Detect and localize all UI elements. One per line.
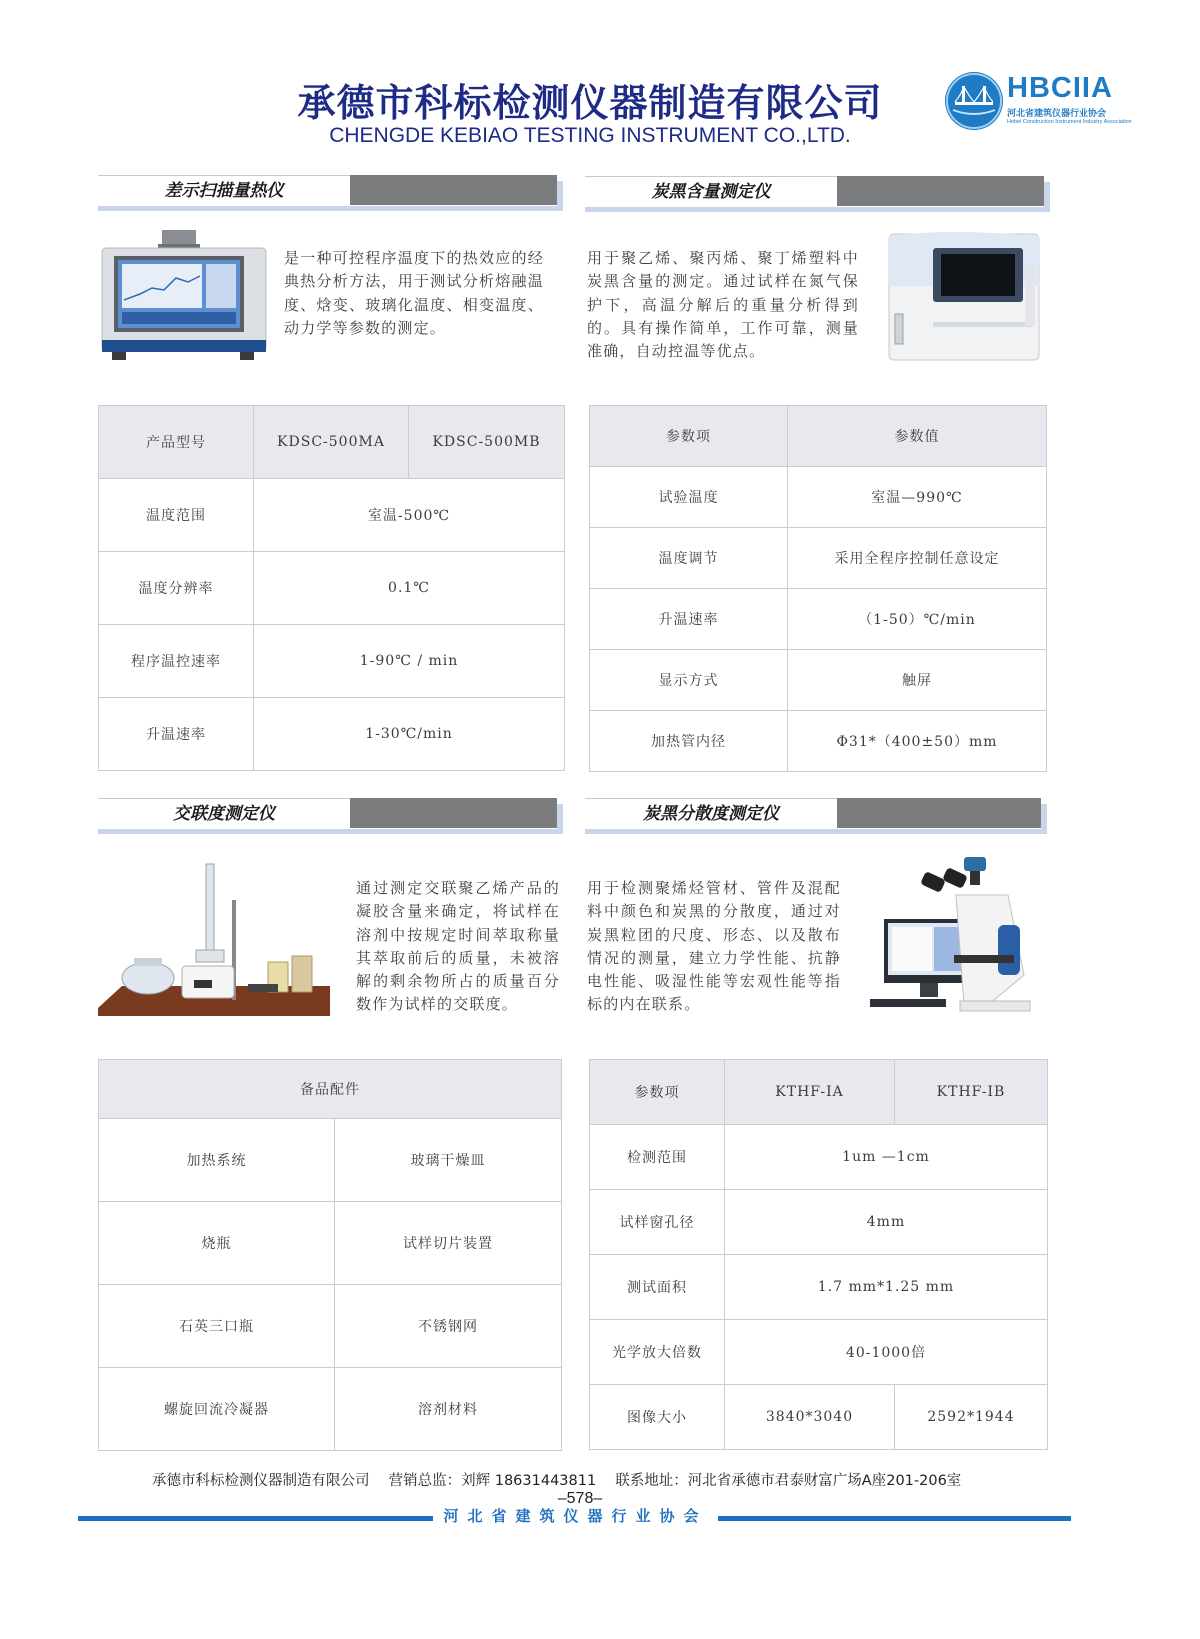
part-item: 烧瓶 xyxy=(99,1202,335,1285)
company-name-cn: 承德市科标检测仪器制造有限公司 xyxy=(297,81,883,125)
crosslink-description: 通过测定交联聚乙烯产品的凝胶含量来确定，将试样在溶剂中按规定时间萃取称量其萃取前后的质量，未被溶解的剩余物所占的质量百分数作为试样的交联度。 xyxy=(356,879,560,1014)
crosslink-apparatus-image xyxy=(98,858,330,1016)
dsc-param-value: 0.1℃ xyxy=(254,552,565,625)
carbon-black-furnace-image xyxy=(885,226,1045,366)
dsc-param-label: 升温速率 xyxy=(99,698,254,771)
dsc-header-ma: KDSC-500MA xyxy=(254,406,409,479)
cbd-param-label: 光学放大倍数 xyxy=(590,1320,725,1385)
dsc-instrument-image xyxy=(100,228,270,363)
cbd-param-label: 图像大小 xyxy=(590,1385,725,1450)
cbd-param-value: 1um —1cm xyxy=(725,1125,1048,1190)
cbd-param-value: 40-1000倍 xyxy=(725,1320,1048,1385)
footer-divider-left xyxy=(78,1516,433,1521)
dsc-param-value: 室温-500℃ xyxy=(254,479,565,552)
footer-divider-right xyxy=(718,1516,1071,1521)
carbon-black-dispersion-description: 用于检测聚烯烃管材、管件及混配料中颜色和炭黑的分散度，通过对炭黑粒团的尺度、形态、以及散布情况的测量，建立力学性能、抗静电性能、吸湿性能等宏观性能等指标的内在联系。 xyxy=(587,879,841,1014)
cbd-param-label: 检测范围 xyxy=(590,1125,725,1190)
section-header-carbon-black-dispersion xyxy=(585,798,1047,838)
section-title-carbon-black-content: 炭黑含量测定仪 xyxy=(651,182,771,202)
bridge-emblem-icon xyxy=(945,72,1003,130)
cbc-param-label: 试验温度 xyxy=(590,467,788,528)
cbd-header-ib: KTHF-IB xyxy=(895,1060,1048,1125)
part-item: 螺旋回流冷凝器 xyxy=(99,1368,335,1451)
cbd-header-param: 参数项 xyxy=(590,1060,725,1125)
section-header-carbon-black-content xyxy=(585,176,1050,216)
section-title-dsc: 差示扫描量热仪 xyxy=(164,181,284,201)
section-header-dsc xyxy=(98,175,563,215)
cbc-param-value: 采用全程序控制任意设定 xyxy=(788,528,1047,589)
company-name-en: CHENGDE KEBIAO TESTING INSTRUMENT CO.,LTD. xyxy=(329,124,851,147)
cbc-header-param: 参数项 xyxy=(590,406,788,467)
carbon-black-content-spec-table xyxy=(589,405,1047,772)
cbc-param-value: 室温—990℃ xyxy=(788,467,1047,528)
dsc-param-value: 1-30℃/min xyxy=(254,698,565,771)
dsc-header-mb: KDSC-500MB xyxy=(409,406,565,479)
dsc-param-value: 1-90℃ / min xyxy=(254,625,565,698)
logo-subtitle: 河北省建筑仪器行业协会 xyxy=(1007,109,1107,119)
parts-header: 备品配件 xyxy=(99,1060,562,1119)
footer-contact: 承德市科标检测仪器制造有限公司 营销总监：刘辉 18631443811 联系地址：河北省承德市君泰财富广场A座201-206室 xyxy=(152,1473,962,1489)
dsc-param-label: 温度分辨率 xyxy=(99,552,254,625)
part-item: 溶剂材料 xyxy=(335,1368,562,1451)
dsc-header-model: 产品型号 xyxy=(99,406,254,479)
part-item: 不锈钢网 xyxy=(335,1285,562,1368)
dsc-description: 是一种可控程序温度下的热效应的经典热分析方法，用于测试分析熔融温度、焓变、玻璃化温度、相变温度、动力学等参数的测定。 xyxy=(284,249,544,337)
part-item: 加热系统 xyxy=(99,1119,335,1202)
dsc-param-label: 程序温控速率 xyxy=(99,625,254,698)
cbc-param-label: 温度调节 xyxy=(590,528,788,589)
cbd-param-value: 1.7 mm*1.25 mm xyxy=(725,1255,1048,1320)
cbd-header-ia: KTHF-IA xyxy=(725,1060,895,1125)
part-item: 试样切片装置 xyxy=(335,1202,562,1285)
section-title-crosslink: 交联度测定仪 xyxy=(173,804,275,824)
dsc-param-label: 温度范围 xyxy=(99,479,254,552)
carbon-black-content-description: 用于聚乙烯、聚丙烯、聚丁烯塑料中炭黑含量的测定。通过试样在氮气保护下，高温分解后的重量分析得到的。具有操作简单，工作可靠，测量准确，自动控温等优点。 xyxy=(587,249,859,361)
dsc-spec-table xyxy=(98,405,565,771)
page-number: –578– xyxy=(557,1490,603,1507)
cbd-param-label: 测试面积 xyxy=(590,1255,725,1320)
logo-subtitle-en: Hebei Construction Instrument Industry Association xyxy=(1007,119,1132,125)
cbd-param-value: 4mm xyxy=(725,1190,1048,1255)
cbc-param-label: 升温速率 xyxy=(590,589,788,650)
cbc-header-value: 参数值 xyxy=(788,406,1047,467)
cbc-param-value: Φ31*（400±50）mm xyxy=(788,711,1047,772)
cbd-param-value-ia: 3840*3040 xyxy=(725,1385,895,1450)
section-header-crosslink xyxy=(98,798,563,838)
cbc-param-label: 显示方式 xyxy=(590,650,788,711)
section-title-carbon-black-dispersion: 炭黑分散度测定仪 xyxy=(643,804,779,824)
cbd-param-label: 试样窗孔径 xyxy=(590,1190,725,1255)
part-item: 石英三口瓶 xyxy=(99,1285,335,1368)
cbc-param-label: 加热管内径 xyxy=(590,711,788,772)
microscope-image xyxy=(868,855,1038,1015)
cbc-param-value: 触屏 xyxy=(788,650,1047,711)
association-logo xyxy=(945,72,1130,136)
cbc-param-value: （1-50）℃/min xyxy=(788,589,1047,650)
crosslink-parts-table xyxy=(98,1059,562,1451)
footer-association: 河北省建筑仪器行业协会 xyxy=(443,1507,708,1525)
carbon-black-dispersion-spec-table xyxy=(589,1059,1048,1450)
cbd-param-value-ib: 2592*1944 xyxy=(895,1385,1048,1450)
part-item: 玻璃干燥皿 xyxy=(335,1119,562,1202)
logo-text: HBCIIA xyxy=(1007,72,1113,104)
